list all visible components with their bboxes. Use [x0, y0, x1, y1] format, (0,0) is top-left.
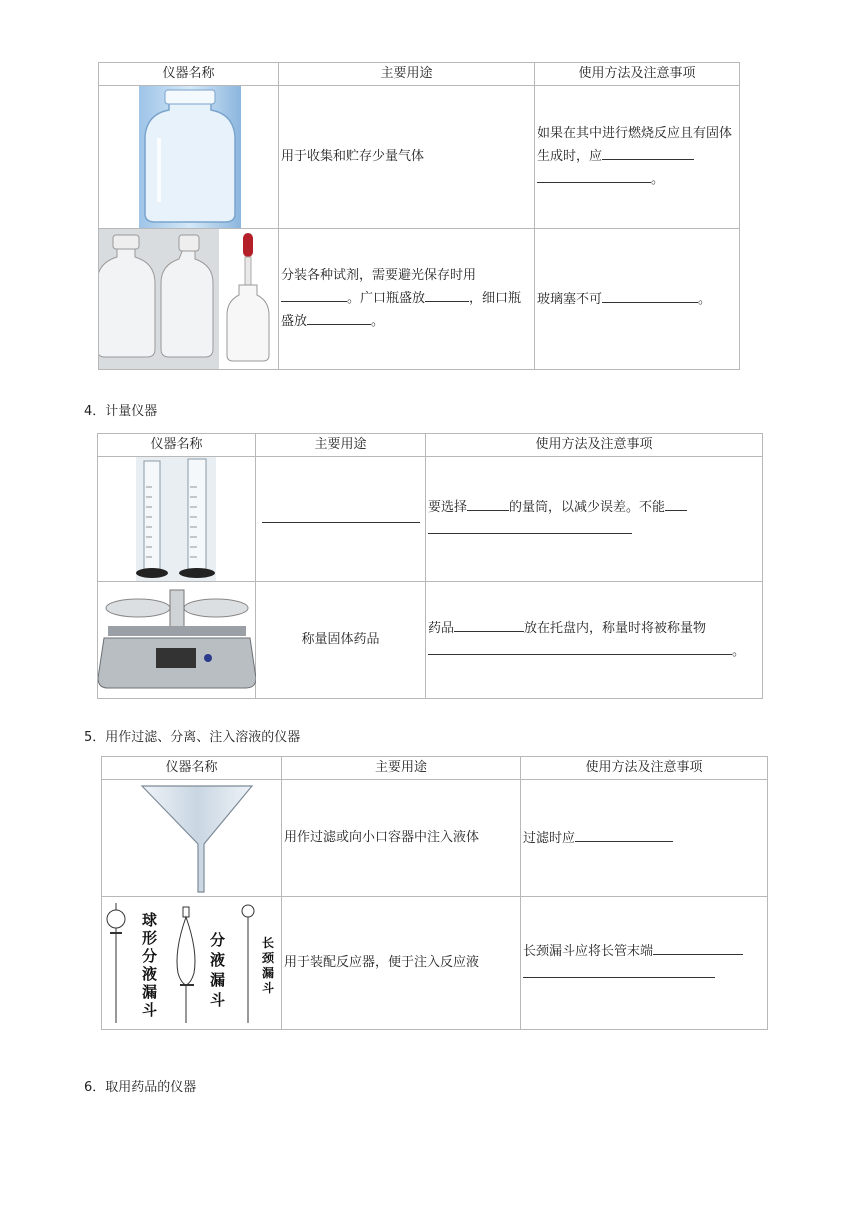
label-long-neck-funnel: 长 — [262, 936, 275, 950]
graduated-cylinder-image-cell — [98, 457, 256, 582]
reagent-bottles-image-cell — [99, 229, 279, 370]
balance-notes: 药品 放在托盘内，称量时将被称量物 。 — [426, 582, 763, 699]
label-bulb-funnel: 分 — [142, 947, 158, 965]
answer-blank[interactable] — [262, 508, 420, 523]
graduated-cylinder-use — [256, 457, 426, 582]
label-bulb-funnel: 漏 — [142, 983, 158, 1001]
answer-blank[interactable] — [425, 287, 469, 302]
instrument-table-3 — [101, 756, 768, 1030]
section-5-heading: 5．用作过滤、分离、注入溶液的仪器 — [84, 730, 301, 745]
label-bulb-funnel: 液 — [142, 965, 158, 983]
col-header-use: 主要用途 — [282, 757, 521, 780]
separatory-funnels-notes: 长颈漏斗应将长管末端 — [521, 897, 768, 1030]
gas-jar-image-cell — [99, 86, 279, 229]
reagent-bottles-image — [99, 229, 279, 369]
label-separatory-funnel: 斗 — [210, 991, 226, 1009]
answer-blank[interactable] — [428, 519, 632, 534]
separatory-funnels-image-cell — [102, 897, 282, 1030]
col-header-name: 仪器名称 — [102, 757, 282, 780]
separatory-funnels-diagram — [102, 897, 282, 1029]
graduated-cylinders-image — [98, 457, 256, 581]
answer-blank[interactable] — [653, 940, 743, 955]
instrument-table-2 — [97, 433, 763, 699]
col-header-notes: 使用方法及注意事项 — [521, 757, 768, 780]
label-long-neck-funnel: 斗 — [262, 981, 275, 995]
answer-blank[interactable] — [307, 310, 371, 325]
reagent-bottles-use: 分装各种试剂，需要避光保存时用 。广口瓶盛放 ，细口瓶盛放 。 — [279, 229, 535, 370]
label-separatory-funnel: 分 — [210, 931, 226, 949]
col-header-use: 主要用途 — [279, 63, 535, 86]
answer-blank[interactable] — [602, 145, 694, 160]
label-long-neck-funnel: 漏 — [262, 966, 275, 980]
label-separatory-funnel: 漏 — [210, 971, 226, 989]
gas-collecting-bottle-image — [99, 86, 279, 228]
label-bulb-funnel: 球 — [142, 911, 158, 929]
col-header-use: 主要用途 — [256, 434, 426, 457]
section-6-heading: 6．取用药品的仪器 — [84, 1080, 197, 1095]
gas-jar-notes: 如果在其中进行燃烧反应且有固体生成时，应 。 — [535, 86, 740, 229]
answer-blank[interactable] — [467, 496, 509, 511]
col-header-notes: 使用方法及注意事项 — [426, 434, 763, 457]
balance-use: 称量固体药品 — [256, 582, 426, 699]
answer-blank[interactable] — [602, 288, 698, 303]
answer-blank[interactable] — [428, 640, 732, 655]
separatory-funnels-use: 用于装配反应器，便于注入反应液 — [282, 897, 521, 1030]
answer-blank[interactable] — [575, 827, 673, 842]
answer-blank[interactable] — [523, 963, 715, 978]
label-bulb-funnel: 形 — [142, 929, 158, 947]
label-separatory-funnel: 液 — [210, 951, 226, 969]
balance-image-cell — [98, 582, 256, 699]
instrument-table-1 — [98, 62, 740, 370]
label-bulb-funnel: 斗 — [142, 1001, 158, 1019]
reagent-bottles-notes: 玻璃塞不可 。 — [535, 229, 740, 370]
label-long-neck-funnel: 颈 — [262, 951, 275, 965]
col-header-name: 仪器名称 — [98, 434, 256, 457]
funnel-use: 用作过滤或向小口容器中注入液体 — [282, 780, 521, 897]
col-header-name: 仪器名称 — [99, 63, 279, 86]
funnel-image — [102, 780, 282, 896]
answer-blank[interactable] — [281, 287, 347, 302]
section-4-heading: 4．计量仪器 — [84, 404, 158, 419]
graduated-cylinder-notes: 要选择 的量筒，以减少误差。不能 — [426, 457, 763, 582]
tray-balance-image — [98, 582, 256, 698]
answer-blank[interactable] — [665, 496, 687, 511]
funnel-image-cell — [102, 780, 282, 897]
answer-blank[interactable] — [454, 617, 524, 632]
col-header-notes: 使用方法及注意事项 — [535, 63, 740, 86]
gas-jar-use: 用于收集和贮存少量气体 — [279, 86, 535, 229]
answer-blank[interactable] — [537, 168, 651, 183]
funnel-notes: 过滤时应 — [521, 780, 768, 897]
